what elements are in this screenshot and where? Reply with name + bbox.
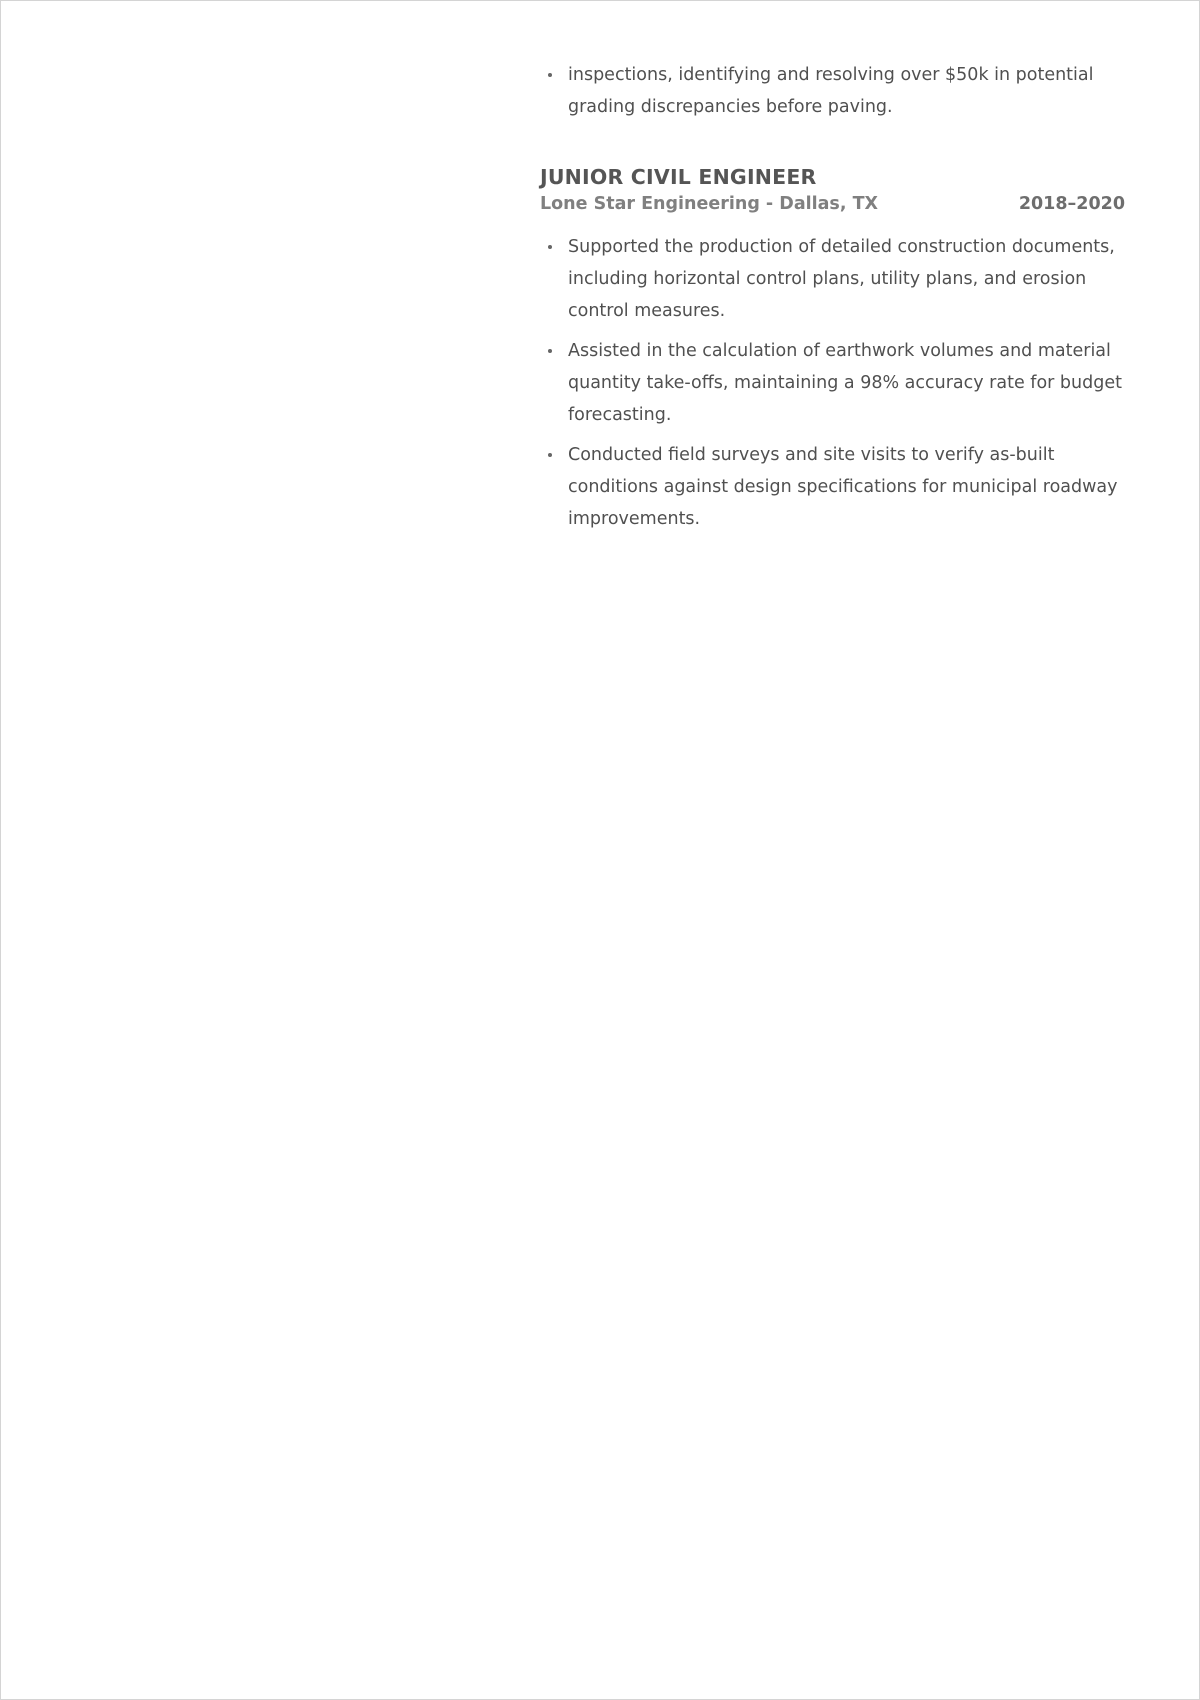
company-location: Lone Star Engineering - Dallas, TX [540,194,879,214]
bullet-dot-icon [548,453,552,457]
experience-column [540,59,1125,543]
job-meta [540,191,1125,217]
bullet-item [540,335,1125,431]
bullet-dot-icon [548,349,552,353]
job-bullets [540,231,1125,535]
bullet-text: inspections, identifying and resolving over $50k in potential grading discrepancies before paving. [568,65,1094,117]
bullet-item [540,231,1125,327]
previous-job-bullets [540,59,1125,123]
bullet-text: Conducted field surveys and site visits to verify as-built conditions against design specifications for municipal roadway improvements. [568,445,1118,529]
bullet-text: Assisted in the calculation of earthwork volumes and material quantity take-offs, maintaining a 98% accuracy rate for budget forecasting. [568,341,1122,425]
bullet-item [540,59,1125,123]
job-dates: 2018–2020 [1018,194,1125,214]
bullet-dot-icon [548,73,552,77]
job-title: JUNIOR CIVIL ENGINEER [540,165,817,189]
bullet-dot-icon [548,245,552,249]
bullet-text: Supported the production of detailed construction documents, including horizontal control plans, utility plans, and erosion control measures. [568,237,1115,321]
bullet-item [540,439,1125,535]
